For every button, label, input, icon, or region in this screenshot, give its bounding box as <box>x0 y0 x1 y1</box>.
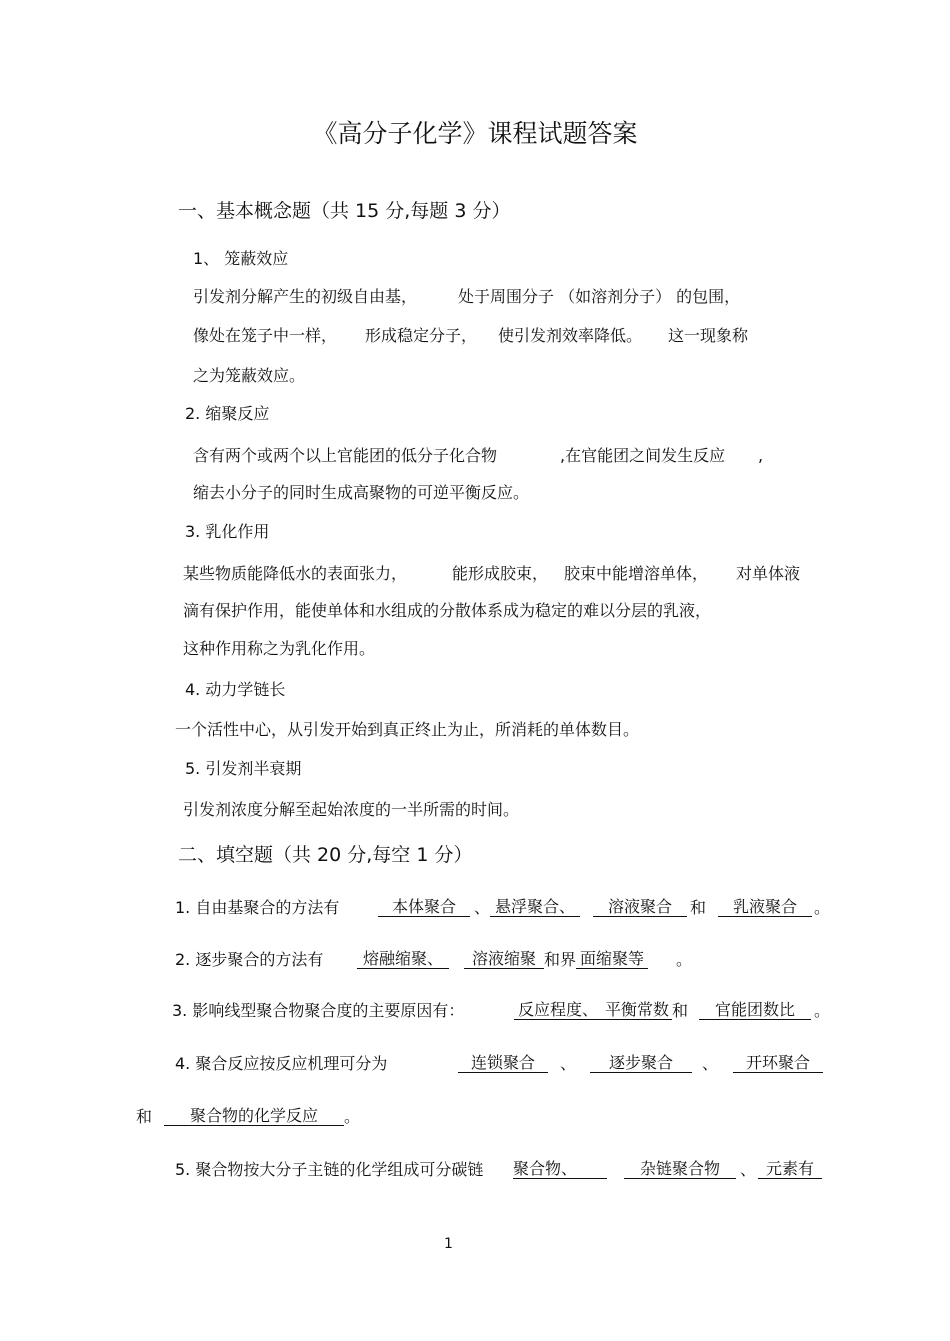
definition-text: 使引发剂效率降低。 <box>498 326 643 345</box>
answer-blank: 悬浮聚合、 <box>490 898 580 917</box>
answer-blank: 聚合物、 <box>513 1160 607 1179</box>
definition-text: 滴有保护作用，能使单体和水组成的分散体系成为稳定的难以分层的乳液， <box>183 601 712 620</box>
definition-text: 引发剂浓度分解至起始浓度的一半所需的时间。 <box>183 800 520 819</box>
item-label: 3. 乳化作用 <box>185 522 270 541</box>
definition-text: 处于周围分子 （如溶剂分子） 的包围， <box>458 287 741 306</box>
definition-text: 含有两个或两个以上官能团的低分子化合物 <box>193 446 498 465</box>
answer-blank: 平衡常数 <box>602 1001 672 1020</box>
answer-blank: 熔融缩聚、 <box>357 950 449 969</box>
question-text: 2. 逐步聚合的方法有 <box>175 950 324 969</box>
definition-text: 之为笼蔽效应。 <box>193 366 306 385</box>
answer-blank: 聚合物的化学反应 <box>164 1107 344 1126</box>
answer-blank: 本体聚合 <box>378 898 470 917</box>
answer-blank: 元素有 <box>758 1160 822 1179</box>
answer-blank: 连锁聚合 <box>458 1054 548 1073</box>
definition-text: 这种作用称之为乳化作用。 <box>183 639 376 658</box>
section-heading-basic-concepts: 一、基本概念题（共 15 分,每题 3 分） <box>178 200 511 222</box>
definition-text: ,在官能团之间发生反应 <box>560 446 726 465</box>
answer-blank: 杂链聚合物 <box>624 1160 736 1179</box>
answer-blank: 开环聚合 <box>733 1054 823 1073</box>
separator: 、 <box>740 1160 757 1179</box>
question-text: 4. 聚合反应按反应机理可分为 <box>175 1054 388 1073</box>
question-text: 3. 影响线型聚合物聚合度的主要原因有： <box>172 1001 465 1020</box>
page-number: 1 <box>444 1236 453 1252</box>
definition-text: 一个活性中心，从引发开始到真正终止为止，所消耗的单体数目。 <box>175 720 640 739</box>
definition-text: , <box>758 446 764 465</box>
definition-text: 能形成胶束， <box>452 564 549 583</box>
answer-blank: 溶液聚合 <box>593 898 687 917</box>
separator: 、 <box>560 1054 577 1073</box>
page-title: 《高分子化学》课程试题答案 <box>312 119 638 148</box>
definition-text: 某些物质能降低水的表面张力， <box>183 564 408 583</box>
definition-text: 对单体液 <box>736 564 801 583</box>
item-label: 1、 笼蔽效应 <box>193 249 289 268</box>
separator: 和 <box>672 1001 689 1020</box>
question-text: 和 <box>136 1107 153 1126</box>
separator: 和界 <box>544 950 577 969</box>
item-label: 5. 引发剂半衰期 <box>185 759 302 778</box>
answer-blank: 溶液缩聚 <box>464 950 544 969</box>
end-mark: 。 <box>814 898 831 917</box>
definition-text: 引发剂分解产生的初级自由基， <box>193 287 418 306</box>
definition-text: 像处在笼子中一样， <box>193 326 338 345</box>
item-label: 2. 缩聚反应 <box>185 404 270 423</box>
end-mark: 。 <box>676 950 693 969</box>
answer-blank: 乳液聚合 <box>718 898 812 917</box>
separator: 、 <box>474 898 491 917</box>
separator: 和 <box>690 898 707 917</box>
end-mark: 。 <box>814 1001 831 1020</box>
answer-blank: 逐步聚合 <box>590 1054 692 1073</box>
definition-text: 这一现象称 <box>668 326 749 345</box>
definition-text: 缩去小分子的同时生成高聚物的可逆平衡反应。 <box>193 483 530 502</box>
answer-blank: 反应程度、 <box>514 1001 602 1020</box>
item-label: 4. 动力学链长 <box>185 680 286 699</box>
definition-text: 胶束中能增溶单体， <box>564 564 709 583</box>
answer-blank: 官能团数比 <box>699 1001 811 1020</box>
answer-blank: 面缩聚等 <box>576 950 648 969</box>
question-text: 5. 聚合物按大分子主链的化学组成可分碳链 <box>175 1160 484 1179</box>
section-heading-fill-in: 二、填空题（共 20 分,每空 1 分） <box>178 844 473 866</box>
separator: 、 <box>702 1054 719 1073</box>
question-text: 1. 自由基聚合的方法有 <box>175 898 340 917</box>
definition-text: 形成稳定分子， <box>365 326 478 345</box>
end-mark: 。 <box>344 1107 361 1126</box>
